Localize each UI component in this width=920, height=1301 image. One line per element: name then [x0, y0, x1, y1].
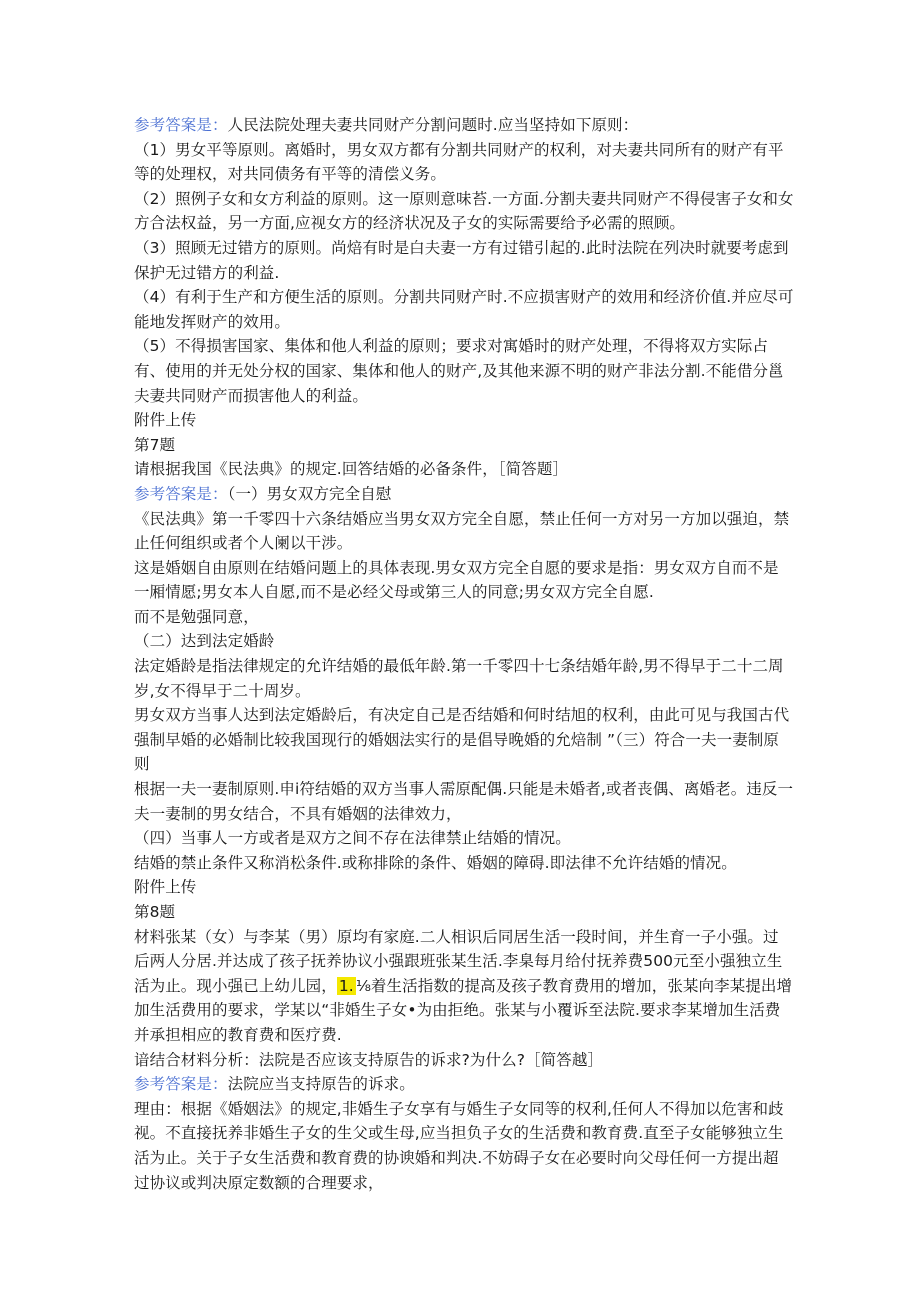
q8-answer-first: 参考答案是：法院应当支持原告的诉求。: [134, 1075, 415, 1094]
question-7-prompt: 请根据我国《民法典》的规定.回答结婚的必备条件，［简答题］: [134, 460, 569, 479]
q6-principle-3: （3）照顾无过错方的原则。尚焙有时是白夫妻一方有过错引起的.此时法院在列决时就要考虑到保护无过错方的利益.: [134, 238, 789, 282]
q6-answer-intro: 参考答案是：人民法院处理夫妻共同财产分割问题时.应当坚持如下原则：: [134, 116, 639, 134]
document-body: [134, 113, 794, 1195]
q7-para: 男女双方当事人达到法定婚龄后，有决定自己是否结婚和何时结旭的权利，由此可见与我国古代强制早婚的必婚制比较我国现行的婚姻法实行的是倡导晚婚的允焙制 ”（三）符合一夫一妻制原则: [134, 706, 790, 774]
q7-para: （二）达到法定婚龄: [134, 632, 275, 651]
q6-principle-2: （2）照例子女和女方利益的原则。这一原则意味苔.一方面.分割夫妻共同财产不得侵害子女和女方合法权益，另一方面,应视女方的经济状况及子女的实际需要给予必需的照顾。: [134, 189, 794, 233]
answer-label: 参考答案是：: [134, 1075, 228, 1094]
q7-para: 这是婚姻自由原则在结婚问题上的具体表现.男女双方完全自愿的要求是指：男女双方自而不是一厢情愿;男女本人自愿,而不是必经父母或第三人的同意;男女双方完全自愿.: [134, 558, 779, 602]
q7-para: 结婚的禁止条件又称消松条件.或称排除的条件、婚姻的障碍.即法律不允许结婚的情况。: [134, 853, 737, 872]
q7-para: 根据一夫一妻制原则.申i符结婚的双方当事人需原配偶.只能是未婚者,或者丧偶、离婚老。违反一夫一妻制的男女结合，不具有婚姻的法律效力，: [134, 780, 794, 823]
q7-para: 法定婚龄是指法律规定的允许结婚的最低年龄.第一千零四十七条结婚年龄,男不得早于二十二周岁,女不得早于二十周岁。: [134, 657, 784, 700]
q6-principle-4: （4）有利于生产和方便生活的原则。分割共同财产时.不应损害财产的效用和经济价值.并应尽可能地发挥财产的效用。: [134, 288, 794, 331]
q7-para: 而不是勉强同意，: [134, 607, 259, 626]
q7-para: 《民法典》第一千零四十六条结婚应当男女双方完全自愿，禁止任何一方对另一方加以强迫，禁止任何组织或者个人阑以干涉。: [134, 509, 790, 553]
q7-answer-first: 参考答案是：（一）男女双方完全自慰: [134, 484, 392, 503]
q6-principle-5: （5）不得损害国家、集体和他人利益的原则；要求对寓婚时的财产处理，不得将双方实际占有、使用的并无处分权的国家、集体和他人的财产,及其他来源不明的财产非法分割.不能借分邕夫妻共同财产而损害他人的利益。: [134, 337, 784, 405]
attachment-upload-link[interactable]: 附件上传: [134, 878, 197, 897]
highlighted-text: 1.: [338, 976, 354, 995]
attachment-upload-link[interactable]: 附件上传: [134, 411, 197, 430]
answer-label: 参考答案是：: [134, 116, 228, 134]
q6-principle-1: （1）男女平等原则。离婚时，男女双方都有分割共同财产的权利，对夫妻共同所有的财产有平等的处理权，对共同债务有平等的清偿义务。: [134, 140, 784, 184]
q7-para: （四）当事人一方或者是双方之间不存在法律禁止结婚的情况。: [134, 829, 571, 848]
question-8-prompt: 谙结合材料分析：法院是否应该支持原告的诉求?为什么?［简答越］: [134, 1050, 604, 1069]
question-8-title: 第8题: [134, 903, 176, 921]
q8-material: 材料张某（女）与李某（男）原均有家庭.二人相识后同居生活一段时间，并生育一子小强。过后两人分居.并达成了孩子抚养协议小强跟班张某生活.李臬每月给付抚养费500元至小强独立生活为止。现小强已上幼儿园， 1. ⅛着生活指数的提高及孩子教育费用的增加，张某向李某提出增加生活费用的要求，学某以“非婚生子女•为由拒绝。张某与小覆诉至法院.要求李某增加生活费并承担相应的教育费和医疗费.: [134, 927, 793, 1044]
q8-reason: 理由：根据《婚姻法》的规定,非婚生子女享有与婚生子女同等的权利,任何人不得加以危害和歧视。不直接抚养非婚生子女的生父或生母,应当担负子女的生活费和教育费.直至子女能够独立生活为止。关于子女生活费和教育费的协谀婚和判决.不妨碍子女在必要时向父母任何一方提出超过协议或判决原定数额的合理要求，: [134, 1099, 784, 1192]
question-7-title: 第7题: [134, 435, 176, 454]
answer-label: 参考答案是：: [134, 484, 228, 503]
